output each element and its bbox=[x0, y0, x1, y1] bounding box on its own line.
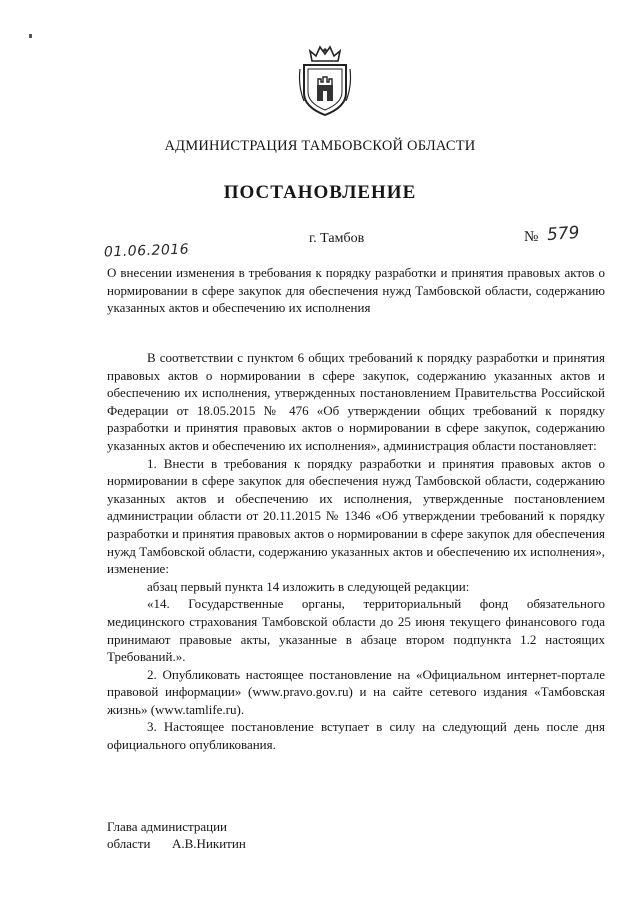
signatory-name: А.В.Никитин bbox=[172, 836, 246, 851]
city: г. Тамбов bbox=[309, 231, 365, 246]
paragraph-preamble: В соответствии с пунктом 6 общих требований к порядку разработки и принятия правовых актов о нормировании в сфере закупок, содержанию указанных актов и обеспечению их исполнения, утвержденных постановлением Правительства Российской Федерации от 18.05.2015 № 476 «Об утверждении общих требований к порядку разработки и принятия правовых актов о нормировании в сфере закупок, содержанию указанных актов и обеспечению их исполнения», администрация области постановляет: bbox=[107, 350, 605, 453]
paragraph-item-1: 1. Внести в требования к порядку разработки и принятия правовых актов о нормировании в сфере закупок для обеспечения нужд Тамбовской области, содержанию указанных актов и обеспечению их исполнения, утвержденные постановлением администрации области от 20.11.2015 № 1346 «Об утверждении требований к порядку разработки и принятия правовых актов о нормировании в сфере закупок для обеспечения нужд Тамбовской области, содержанию указанных актов и обеспечению их исполнения», изменение: bbox=[107, 455, 605, 577]
handwritten-number: 579 bbox=[546, 222, 581, 246]
signatory-title: Глава администрации bbox=[107, 819, 228, 834]
paragraph-amendment-text: «14. Государственные органы, территориальный фонд обязательного медицинского страхования Тамбовской области до 25 июня текущего финансового года принимают правовые акты, указанные в абзаце втором подпункта 1.2 настоящих Требований.». bbox=[107, 596, 605, 665]
document-body bbox=[107, 349, 605, 754]
signatory-region: области bbox=[107, 836, 151, 851]
paragraph-item-2: 2. Опубликовать настоящее постановление на «Официальном интернет-портале правовой информации» (www.pravo.gov.ru) и на сайте сетевого издания «Тамбовская жизнь» (www.tamlife.ru). bbox=[107, 666, 605, 717]
number-label: № bbox=[524, 229, 539, 245]
document-type: ПОСТАНОВЛЕНИЕ bbox=[223, 182, 417, 203]
paragraph-amendment-intro: абзац первый пункта 14 изложить в следующей редакции: bbox=[147, 578, 470, 594]
issuing-authority: АДМИНИСТРАЦИЯ ТАМБОВСКОЙ ОБЛАСТИ bbox=[164, 138, 476, 154]
scan-speck bbox=[29, 34, 32, 38]
coat-of-arms-icon bbox=[296, 41, 354, 117]
document-title: О внесении изменения в требования к порядку разработки и принятия правовых актов о нормировании в сфере закупок для обеспечения нужд Тамбовской области, содержанию указанных актов и обеспечению их исполнения bbox=[107, 265, 605, 315]
handwritten-date: 01.06.2016 bbox=[103, 241, 190, 261]
paragraph-item-3: 3. Настоящее постановление вступает в силу на следующий день после дня официального опубликования. bbox=[107, 719, 605, 753]
